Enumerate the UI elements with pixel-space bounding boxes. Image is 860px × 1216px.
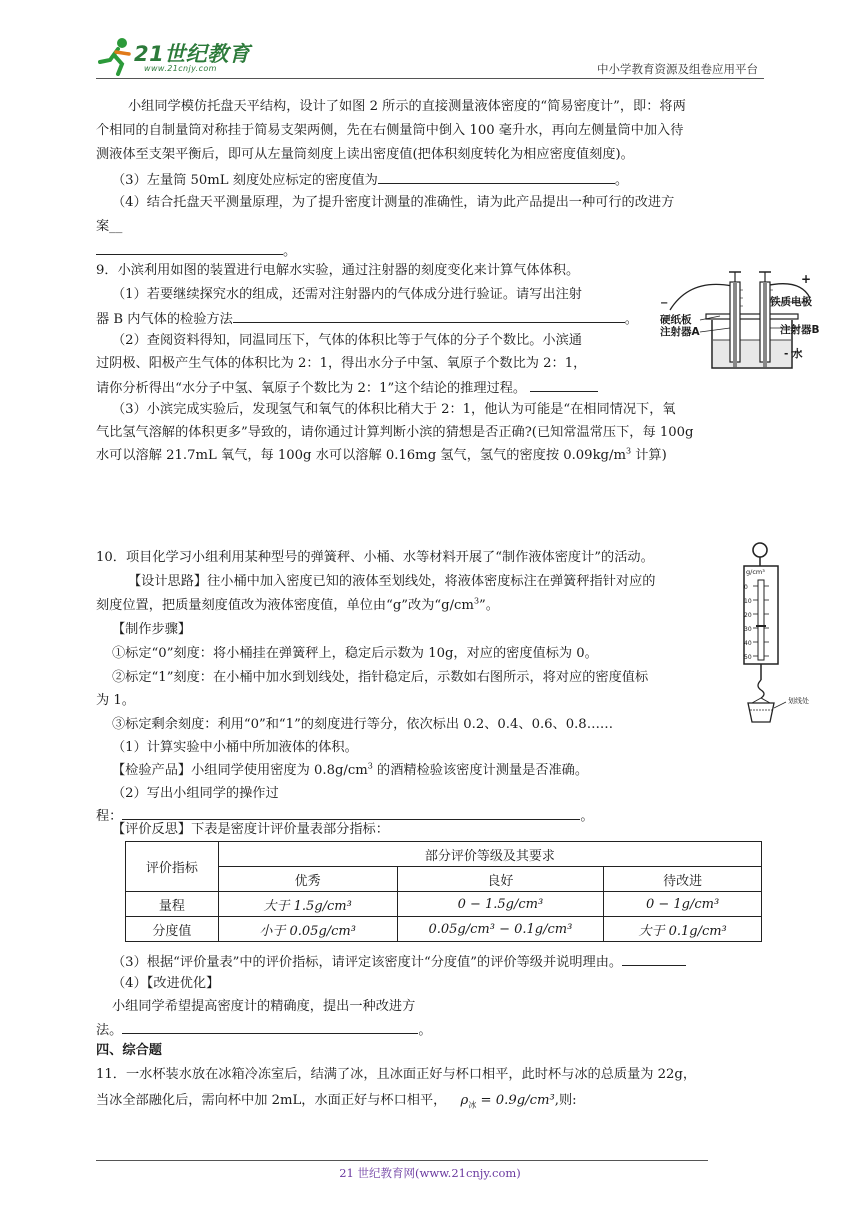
header-good: 良好 bbox=[397, 867, 604, 892]
q9-sub1-end: 。 bbox=[624, 312, 638, 327]
q9-sub1-line-1: （1）若要继续探究水的组成，还需对注射器内的气体成分进行验证。请写出注射 bbox=[112, 287, 582, 302]
mark-line-label: 划线处 bbox=[788, 697, 809, 705]
q11-end: ,则: bbox=[554, 1093, 577, 1108]
row-division-good: 0.05g/cm³ − 0.1g/cm³ bbox=[397, 917, 604, 942]
q10-design-end: ”。 bbox=[479, 598, 499, 613]
row-range-excellent: 大于 1.5g/cm³ bbox=[218, 892, 397, 917]
q10-step-3: ③标定剩余刻度：利用“0”和“1”的刻度进行等分，依次标出 0.2、0.4、0.6、0.8…… bbox=[112, 717, 614, 732]
q10-sub4-line-1: 小组同学希望提高密度计的精确度，提出一种改进方 bbox=[112, 999, 416, 1014]
q10-check-end: 的酒精检验该密度计测量是否准确。 bbox=[372, 763, 589, 778]
q8-sub3-text: （3）左量筒 50mL 刻度处应标定的密度值为 bbox=[112, 173, 378, 188]
q10-design-sup: 3 bbox=[473, 596, 480, 606]
q9-sub2-answer-blank[interactable] bbox=[530, 378, 598, 392]
evaluation-table bbox=[125, 841, 762, 942]
tick-label: 40 bbox=[744, 640, 752, 647]
tick-label: 30 bbox=[744, 626, 752, 633]
q8-para-line-2: 个相同的自制量筒对称挂于简易支架两侧，先在右侧量筒中倒入 100 毫升水，再向左侧量筒中加入待 bbox=[96, 123, 684, 138]
syringe-b-label: 注射器B bbox=[780, 324, 820, 336]
row-division-name: 分度值 bbox=[126, 917, 219, 942]
header-improve: 待改进 bbox=[604, 867, 762, 892]
water-label: - 水 bbox=[784, 348, 803, 360]
q10-step-2: ②标定“1”刻度：在小桶中加水到划线处，指针稳定后，示数如右图所示，将对应的密度值标 bbox=[112, 670, 649, 685]
plus-terminal-label: + bbox=[801, 272, 812, 286]
q10-sub2-line-1: （2）写出小组同学的操作过 bbox=[112, 786, 279, 801]
q11-rho: ρ bbox=[460, 1093, 469, 1108]
tick-label: 0 bbox=[744, 584, 748, 591]
q9-sub2-text: 请你分析得出“水分子中氢、氧原子个数比为 2：1”这个结论的推理过程。 bbox=[96, 381, 527, 396]
table-header-row bbox=[126, 842, 762, 867]
water-label-text: 水 bbox=[792, 348, 803, 360]
q10-sub2-end: 。 bbox=[580, 809, 594, 824]
q9-sub3-line-1: （3）小滨完成实验后，发现氢气和氧气的体积比稍大于 2：1，他认为可能是“在相同情况下，氧 bbox=[112, 402, 676, 417]
q8-sub4-line-2: 案__ bbox=[96, 219, 123, 234]
q8-para-line-3: 测液体至支架平衡后，即可从左量筒刻度上读出密度值(把体积刻度转化为相应密度值刻度)。 bbox=[96, 147, 634, 162]
page-header bbox=[96, 34, 764, 78]
q9-sub3-text: 水可以溶解 21.7mL 氧气，每 100g 水可以溶解 0.16mg 氢气，氢气的密度按 0.09kg/m bbox=[96, 448, 626, 463]
q8-sub3-answer-blank[interactable] bbox=[378, 170, 615, 184]
q8-sub4-end: 。 bbox=[283, 244, 297, 259]
q10-sub4-line-2 bbox=[96, 1020, 432, 1038]
scale-unit-label: g/cm³ bbox=[746, 568, 765, 576]
q10-check-text: 【检验产品】小组同学使用密度为 0.8g/cm bbox=[112, 763, 368, 778]
q8-sub4-answer-blank[interactable] bbox=[96, 241, 283, 255]
spring-scale-figure bbox=[738, 540, 828, 730]
logo-text: 21世纪教育 bbox=[134, 42, 251, 66]
header-divider bbox=[96, 78, 764, 79]
syringe-a-label: 注射器A bbox=[660, 326, 700, 338]
runner-logo-icon bbox=[96, 36, 136, 76]
table-subheader-row bbox=[126, 867, 762, 892]
table-row bbox=[126, 892, 762, 917]
header-indicator: 评价指标 bbox=[126, 842, 219, 892]
logo-url: www.21cnjy.com bbox=[144, 64, 217, 73]
q8-sub4-line-1: （4）结合托盘天平测量原理，为了提升密度计测量的准确性，请为此产品提出一种可行的改进方 bbox=[112, 195, 675, 210]
iron-electrode-label: 铁质电极 bbox=[770, 296, 812, 308]
q9-sub3-end: 计算) bbox=[631, 448, 667, 463]
q10-eval-intro: 【评价反思】下表是密度计评价量表部分指标： bbox=[112, 822, 389, 837]
q10-design-text: 刻度位置，把质量刻度值改为液体密度值，单位由“g”改为“g/cm bbox=[96, 598, 474, 613]
q11-text: 当冰全部融化后，需向杯中加 2mL，水面正好与杯口相平， bbox=[96, 1093, 447, 1108]
q10-sub2-text: 程： bbox=[96, 809, 123, 824]
row-division-improve: 大于 0.1g/cm³ bbox=[604, 917, 762, 942]
q10-step-2-cont: 为 1。 bbox=[96, 693, 135, 708]
q9-sub2-line-2: 过阴极、阳极产生气体的体积比为 2：1，得出水分子中氢、氧原子个数比为 2：1， bbox=[96, 356, 587, 371]
q10-step-1: ①标定“0”刻度：将小桶挂在弹簧秤上，稳定后示数为 10g，对应的密度值标为 0。 bbox=[112, 646, 598, 661]
row-division-excellent: 小于 0.05g/cm³ bbox=[218, 917, 397, 942]
platform-name: 中小学教育资源及组卷应用平台 bbox=[597, 62, 758, 76]
q10-sub4-answer-blank[interactable] bbox=[122, 1020, 418, 1034]
q10-sub4: （4）【改进优化】 bbox=[112, 976, 220, 991]
q11-line-1: 11．一水杯装水放在冰箱冷冻室后，结满了冰，且冰面正好与杯口相平，此时杯与冰的总质量为 22g， bbox=[96, 1067, 697, 1082]
q11-rho-sub: 冰 bbox=[468, 1100, 477, 1110]
table-row bbox=[126, 917, 762, 942]
q10-steps-heading: 【制作步骤】 bbox=[112, 622, 192, 637]
q8-sub4-answer bbox=[96, 241, 296, 259]
section-title: 四、综合题 bbox=[96, 1043, 162, 1058]
q9-sub1-answer-blank[interactable] bbox=[233, 309, 625, 323]
q9-sub1-line-2 bbox=[96, 309, 638, 327]
q8-sub3-end: 。 bbox=[614, 173, 629, 188]
tick-label: 50 bbox=[744, 654, 752, 661]
q11-rho-value: = 0.9g/cm³ bbox=[476, 1093, 555, 1108]
q9-sub3-line-2: 气比氢气溶解的体积更多”导致的，请你通过计算判断小滨的猜想是否正确?(已知常温常压下，每 100g bbox=[96, 425, 694, 440]
q9-sub1-text: 器 B 内气体的检验方法 bbox=[96, 312, 233, 327]
footer-divider bbox=[96, 1160, 708, 1161]
q8-para-line-1: 小组同学模仿托盘天平结构，设计了如图 2 所示的直接测量液体密度的“简易密度计”，即：将两 bbox=[128, 99, 686, 114]
q10-check bbox=[112, 762, 588, 780]
q9-stem: 9．小滨利用如图的装置进行电解水实验，通过注射器的刻度变化来计算气体体积。 bbox=[96, 263, 580, 278]
scale-ticks bbox=[744, 581, 754, 665]
q10-sub4-text: 法。 bbox=[96, 1023, 123, 1038]
q9-sub2-line-3 bbox=[96, 378, 598, 396]
cardboard-label: 硬纸板 bbox=[660, 314, 692, 326]
header-group: 部分评价等级及其要求 bbox=[218, 842, 761, 867]
q10-sub2-answer-blank[interactable] bbox=[122, 806, 580, 820]
q10-sub1: （1）计算实验中小桶中所加液体的体积。 bbox=[112, 740, 358, 755]
q10-sub3 bbox=[112, 952, 686, 970]
q11-line-2 bbox=[96, 1092, 577, 1110]
electrolysis-figure bbox=[660, 268, 830, 372]
q8-sub3 bbox=[112, 170, 628, 188]
row-range-improve: 0 − 1g/cm³ bbox=[604, 892, 762, 917]
q9-sup: 3 bbox=[625, 446, 632, 456]
q10-sub3-answer-blank[interactable] bbox=[622, 952, 686, 966]
q10-check-sup: 3 bbox=[367, 761, 373, 771]
header-excellent: 优秀 bbox=[218, 867, 397, 892]
page-footer: 21 世纪教育网(www.21cnjy.com) bbox=[339, 1166, 521, 1180]
q10-design-line-2 bbox=[96, 597, 499, 615]
tick-label: 20 bbox=[744, 612, 752, 619]
tick-label: 10 bbox=[744, 598, 752, 605]
q10-sub4-end: 。 bbox=[418, 1023, 432, 1038]
q10-stem: 10．项目化学习小组利用某种型号的弹簧秤、小桶、水等材料开展了“制作液体密度计”的活动。 bbox=[96, 550, 654, 565]
q10-design-line-1: 【设计思路】往小桶中加入密度已知的液体至划线处，将液体密度标注在弹簧秤指针对应的 bbox=[128, 574, 656, 589]
q10-sub3-text: （3）根据“评价量表”中的评价指标，请评定该密度计“分度值”的评价等级并说明理由。 bbox=[112, 955, 623, 970]
row-range-name: 量程 bbox=[126, 892, 219, 917]
row-range-good: 0 − 1.5g/cm³ bbox=[397, 892, 604, 917]
minus-terminal-label: − bbox=[660, 298, 669, 309]
q9-sub3-line-3 bbox=[96, 447, 667, 465]
q9-sub2-line-1: （2）查阅资料得知，同温同压下，气体的体积比等于气体的分子个数比。小滨通 bbox=[112, 333, 582, 348]
site-logo bbox=[96, 34, 266, 78]
